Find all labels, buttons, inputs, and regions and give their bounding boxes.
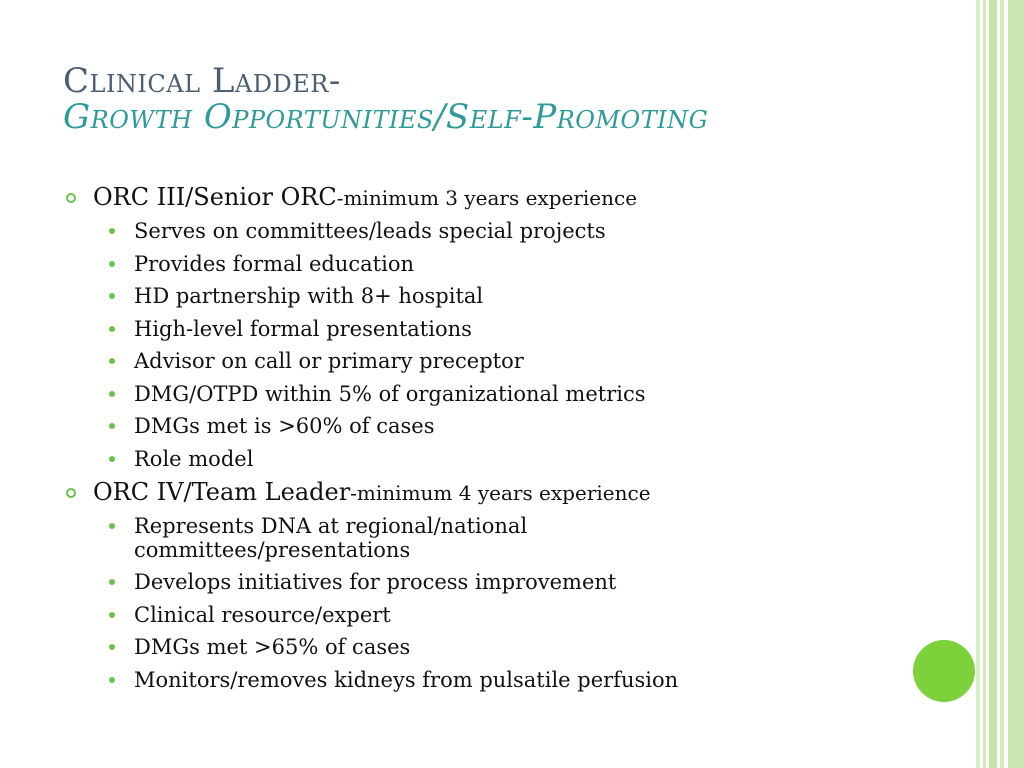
- slide-title: [63, 61, 963, 137]
- decorative-stripe: [1008, 0, 1024, 768]
- section-heading-text: ORC III/Senior ORC: [93, 183, 337, 211]
- list-item-text: Role model: [134, 446, 254, 471]
- dot-bullet-icon: [109, 293, 115, 299]
- list-item-text: Monitors/removes kidneys from pulsatile perfusion: [134, 667, 679, 692]
- dot-bullet-icon: [109, 391, 115, 397]
- list-item-text: Serves on committees/leads special projects: [134, 219, 606, 243]
- dot-bullet-icon: [109, 677, 115, 683]
- list-item: [60, 443, 940, 476]
- list-item-text: DMG/OTPD within 5% of organizational metrics: [134, 381, 646, 406]
- dot-bullet-icon: [109, 456, 115, 462]
- dot-bullet-icon: [109, 579, 115, 585]
- title-line-1: Clinical Ladder-: [63, 61, 341, 101]
- list-item-text: High-level formal presentations: [134, 316, 472, 341]
- list-item-text: DMGs met >65% of cases: [134, 635, 411, 659]
- list-item: [60, 631, 940, 664]
- list-item: [60, 566, 940, 599]
- section-heading: [60, 180, 940, 215]
- list-item: [60, 345, 940, 378]
- list-item-text: Clinical resource/expert: [134, 602, 391, 627]
- ring-bullet-icon: [66, 193, 76, 203]
- list-item: [60, 599, 940, 632]
- section-heading: [60, 475, 940, 510]
- list-item: [60, 378, 940, 411]
- list-item-text: Represents DNA at regional/national committees/presentations: [134, 514, 528, 562]
- ring-bullet-icon: [66, 488, 76, 498]
- dot-bullet-icon: [109, 644, 115, 650]
- list-item: [60, 215, 940, 248]
- list-item-text: Develops initiatives for process improvement: [134, 570, 617, 594]
- list-item-text: HD partnership with 8+ hospital: [134, 284, 484, 308]
- dot-bullet-icon: [109, 423, 115, 429]
- section-heading-text: ORC IV/Team Leader: [93, 478, 351, 506]
- list-item: [60, 280, 940, 313]
- dot-bullet-icon: [109, 261, 115, 267]
- dot-bullet-icon: [109, 612, 115, 618]
- title-line-2: Growth Opportunities/Self-Promoting: [63, 96, 709, 137]
- dot-bullet-icon: [109, 228, 115, 234]
- section-items: [60, 510, 940, 696]
- list-item-text: DMGs met is >60% of cases: [134, 414, 435, 438]
- list-item-text: Advisor on call or primary preceptor: [134, 349, 524, 373]
- list-item: [60, 248, 940, 281]
- decorative-stripe: [983, 0, 986, 768]
- dot-bullet-icon: [109, 326, 115, 332]
- decorative-stripe: [1000, 0, 1004, 768]
- list-item: [60, 313, 940, 346]
- decorative-stripe: [976, 0, 980, 768]
- list-item: [60, 510, 940, 566]
- dot-bullet-icon: [109, 358, 115, 364]
- dot-bullet-icon: [109, 523, 115, 529]
- decorative-stripe: [989, 0, 997, 768]
- list-item: [60, 664, 940, 697]
- slide-content: [60, 180, 940, 696]
- section-heading-suffix: -minimum 4 years experience: [350, 481, 651, 505]
- section-heading-suffix: -minimum 3 years experience: [336, 186, 638, 210]
- list-item-text: Provides formal education: [134, 251, 414, 276]
- section-items: [60, 215, 940, 475]
- list-item: [60, 410, 940, 443]
